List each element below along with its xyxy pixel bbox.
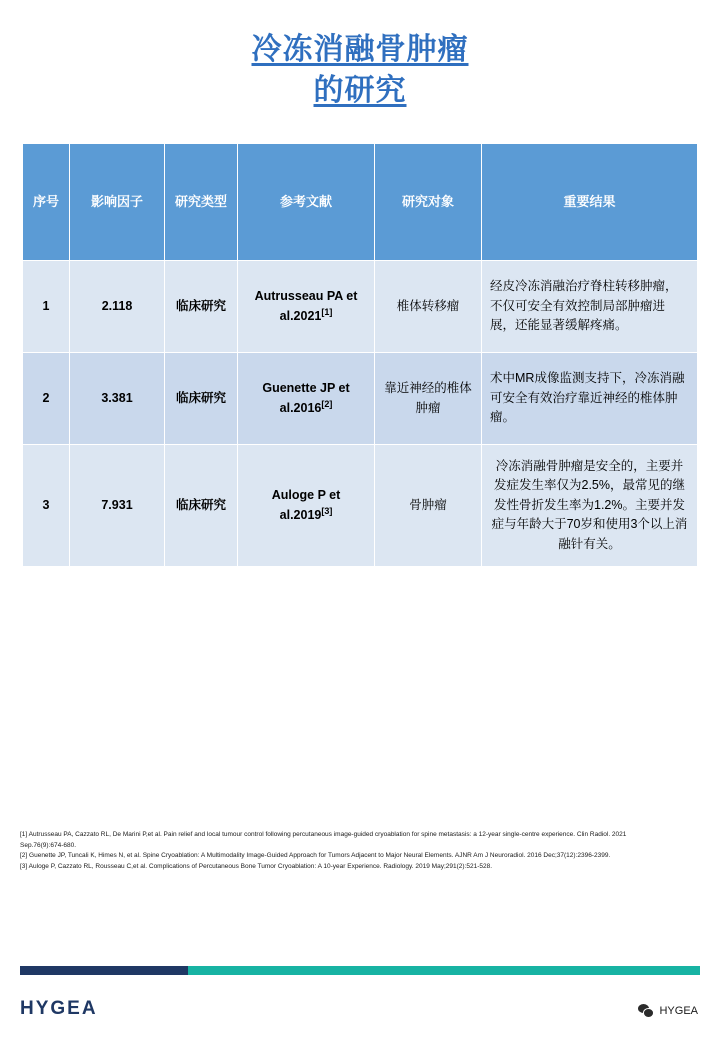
col-header-num: 序号	[23, 144, 70, 261]
cell-num: 1	[23, 261, 70, 353]
reference-item: [1] Autrusseau PA, Cazzato RL, De Marini P,et al. Pain relief and local tumour control following percutaneous image-guided cryoablation for spine metastasis: a 12-year single-centre experience. Clin Radiol. 2021	[20, 831, 627, 838]
cell-num: 2	[23, 353, 70, 445]
col-header-study-type: 研究类型	[165, 144, 238, 261]
reference-item: [3] Auloge P, Cazzato RL, Rousseau C,et al. Complications of Percutaneous Bone Tumor Cryoablation: A 10-year Experience. Radiology. 2019 May;291(2):521-528.	[20, 863, 493, 871]
cell-impact-factor: 7.931	[70, 445, 165, 567]
wechat-icon	[638, 1004, 653, 1017]
cell-study-type: 临床研究	[165, 353, 238, 445]
reference-superscript: [3]	[321, 505, 333, 516]
page-title	[0, 0, 720, 111]
study-table-wrapper	[22, 143, 698, 567]
cell-reference	[238, 261, 375, 353]
reference-item: [2] Guenette JP, Tuncali K, Himes N, et al. Spine Cryoablation: A Multimodality Image-Guided Approach for Tumors Adjacent to Major Neural Elements. AJNR Am J Neuroradiol. 2016 Dec;37(12):2396-2399.	[20, 852, 611, 860]
cell-impact-factor: 2.118	[70, 261, 165, 353]
cell-reference	[238, 353, 375, 445]
col-header-result: 重要结果	[482, 144, 698, 261]
cell-study-type: 临床研究	[165, 445, 238, 567]
cell-result: 冷冻消融骨肿瘤是安全的，主要并发症发生率仅为2.5%，最常见的继发性骨折发生率为1.2%。主要并发症与年龄大于70岁和使用3个以上消融针有关。	[482, 445, 698, 567]
col-header-impact-factor: 影响因子	[70, 144, 165, 261]
footer-wechat-label: HYGEA	[659, 1004, 698, 1017]
cell-num: 3	[23, 445, 70, 567]
cell-reference	[238, 445, 375, 567]
study-table	[22, 143, 698, 567]
reference-superscript: [1]	[321, 306, 333, 317]
cell-subject: 靠近神经的椎体肿瘤	[375, 353, 482, 445]
title-line-1: 冷冻消融骨肿瘤	[251, 33, 469, 66]
table-row	[23, 353, 698, 445]
table-row	[23, 445, 698, 567]
cell-study-type: 临床研究	[165, 261, 238, 353]
col-header-subject: 研究对象	[375, 144, 482, 261]
footer-bar-navy	[20, 966, 188, 975]
col-header-reference: 参考文献	[238, 144, 375, 261]
table-body	[23, 261, 698, 567]
cell-subject: 骨肿瘤	[375, 445, 482, 567]
cell-subject: 椎体转移瘤	[375, 261, 482, 353]
cell-result: 术中MR成像监测支持下，冷冻消融可安全有效治疗靠近神经的椎体肿瘤。	[482, 353, 698, 445]
footer-wechat	[638, 1004, 698, 1017]
cell-impact-factor: 3.381	[70, 353, 165, 445]
footer-brand: HYGEA	[20, 998, 98, 1019]
table-header	[23, 144, 698, 261]
reference-text: Autrusseau PA et al.2021	[254, 288, 358, 324]
cell-result: 经皮冷冻消融治疗脊柱转移肿瘤，不仅可安全有效控制局部肿瘤进展，还能显著缓解疼痛。	[482, 261, 698, 353]
title-line-2: 的研究	[313, 73, 407, 107]
footer-bar-teal	[188, 966, 700, 975]
reference-text: Auloge P et al.2019	[271, 487, 341, 523]
table-header-row	[23, 144, 698, 261]
reference-text: Guenette JP et al.2016	[262, 380, 350, 416]
reference-list	[20, 830, 700, 873]
table-row	[23, 261, 698, 353]
reference-item-cont: Sep.76(9):674-680.	[20, 841, 77, 849]
reference-superscript: [2]	[321, 398, 333, 409]
